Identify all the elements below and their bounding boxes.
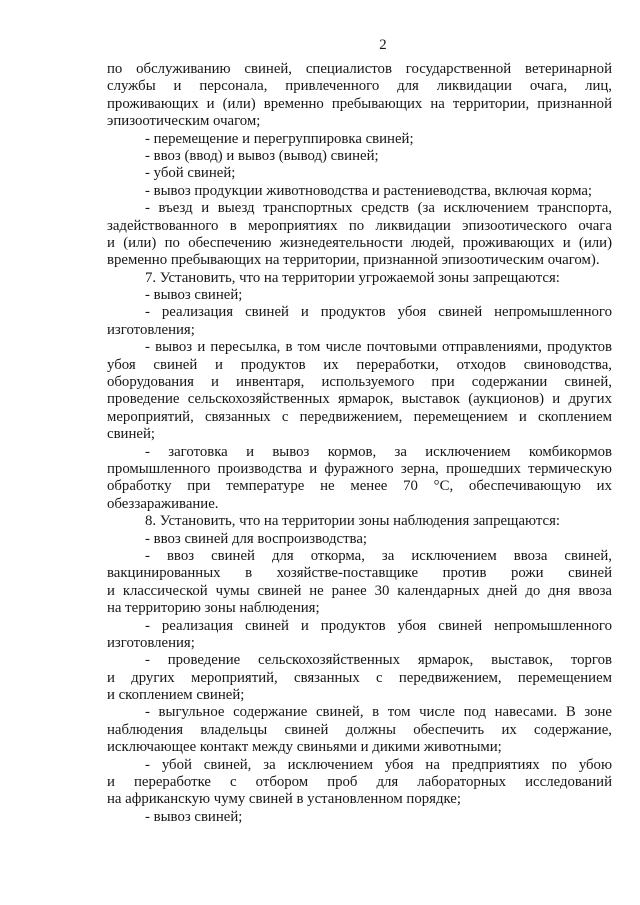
text-line: - вывоз и пересылка, в том числе почтовыми отправлениями, продуктов — [145, 339, 612, 356]
text-line: наблюдения владельцы свиней должны обеспечить их содержание, — [107, 721, 612, 738]
text-line: и других мероприятий, связанных с передвижением, перемещением — [107, 669, 612, 686]
text-line: - вывоз продукции животноводства и растениеводства, включая корма; — [145, 182, 593, 199]
text-line: изготовления; — [107, 634, 195, 651]
text-line: - вывоз свиней; — [145, 808, 243, 825]
text-line: проживающих и (или) временно пребывающих на территории, признанной — [107, 95, 612, 112]
text-line: - въезд и выезд транспортных средств (за исключением транспорта, — [145, 200, 612, 217]
list-item — [107, 809, 612, 826]
list-item — [107, 704, 612, 756]
text-line: 7. Установить, что на территории угрожаемой зоны запрещаются: — [145, 269, 560, 286]
text-line: задействованного в мероприятиях по ликвидации эпизоотического очага — [107, 217, 612, 234]
text-line: оборудования и инвентаря, используемого при содержании свиней, — [107, 374, 612, 391]
list-item — [107, 757, 612, 809]
text-line: проведение сельскохозяйственных ярмарок, выставок (аукционов) и других — [107, 391, 612, 408]
text-line: - заготовка и вывоз кормов, за исключением комбикормов — [145, 443, 612, 460]
list-item — [107, 652, 612, 704]
text-line: исключающее контакт между свиньями и дикими животными; — [107, 739, 502, 756]
text-line: и скоплением свиней; — [107, 687, 245, 704]
list-item — [107, 444, 612, 514]
text-line: убоя свиней и продуктов их переработки, отходов свиноводства, — [107, 356, 612, 373]
list-item — [107, 618, 612, 653]
list-item — [107, 339, 612, 443]
text-line: вакцинированных в хозяйстве-поставщике против рожи свиней — [107, 565, 612, 582]
text-line: и классической чумы свиней не ранее 30 календарных дней до дня ввоза — [107, 582, 612, 599]
text-line: службы и персонала, привлеченного для ликвидации очага, лиц, — [107, 78, 612, 95]
text-line: и переработке с отбором проб для лабораторных исследований — [107, 774, 612, 791]
text-line: обеззараживание. — [107, 495, 219, 512]
list-item — [107, 531, 612, 548]
text-line: - убой свиней; — [145, 165, 236, 182]
list-item — [107, 183, 612, 200]
text-line: промышленного производства и фуражного зерна, прошедших термическую — [107, 460, 612, 477]
text-line: 8. Установить, что на территории зоны наблюдения запрещаются: — [145, 513, 561, 530]
text-line: свиней; — [107, 426, 155, 443]
text-line: по обслуживанию свиней, специалистов государственной ветеринарной — [107, 61, 612, 77]
list-item — [107, 165, 612, 182]
clause-8-heading — [107, 513, 612, 530]
clause-7-heading — [107, 270, 612, 287]
list-item — [107, 304, 612, 339]
paragraph — [107, 61, 612, 131]
text-line: временно пребывающих на территории, признанной эпизоотическим очагом). — [107, 252, 600, 269]
text-line: на африканскую чуму свиней в установленном порядке; — [107, 791, 461, 808]
text-line: и (или) по обеспечению жизнедеятельности людей, проживающих и (или) — [107, 234, 612, 251]
text-line: - ввоз свиней для воспроизводства; — [145, 530, 368, 547]
text-line: - проведение сельскохозяйственных ярмарок, выставок, торгов — [145, 652, 612, 669]
list-item — [107, 287, 612, 304]
list-item — [107, 548, 612, 618]
text-line: на территорию зоны наблюдения; — [107, 600, 320, 617]
text-line: обработку при температуре не менее 70 °С, обеспечивающую их — [107, 478, 612, 495]
page-number: 2 — [379, 37, 387, 53]
list-item — [107, 200, 612, 270]
text-line: мероприятий, связанных с передвижением, перемещением и скоплением — [107, 408, 612, 425]
text-line: - реализация свиней и продуктов убоя свиней непромышленного — [145, 617, 612, 634]
text-line: - убой свиней, за исключением убоя на предприятиях по убою — [145, 756, 612, 773]
text-line: эпизоотическим очагом; — [107, 113, 261, 130]
text-line: - перемещение и перегруппировка свиней; — [145, 130, 414, 147]
list-item — [107, 131, 612, 148]
text-line: - ввоз (ввод) и вывоз (вывод) свиней; — [145, 147, 379, 164]
text-line: - выгульное содержание свиней, в том числе под навесами. В зоне — [145, 704, 612, 721]
text-line: - вывоз свиней; — [145, 287, 243, 304]
text-line: изготовления; — [107, 321, 195, 338]
body-text — [107, 61, 612, 826]
text-line: - реализация свиней и продуктов убоя свиней непромышленного — [145, 304, 612, 321]
list-item — [107, 148, 612, 165]
text-line: - ввоз свиней для откорма, за исключением ввоза свиней, — [145, 547, 612, 564]
